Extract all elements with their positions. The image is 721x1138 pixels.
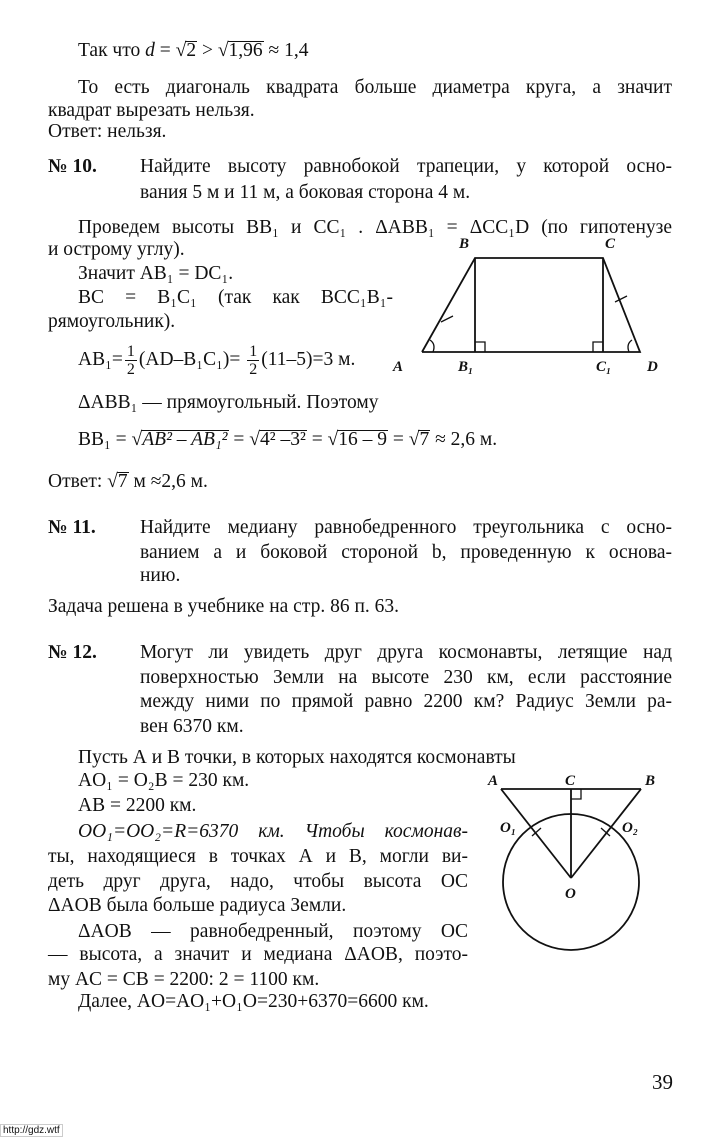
problem-text: ванием a и боковой стороной b, проведенную к основа-: [140, 542, 672, 563]
label-A2: A: [488, 773, 499, 789]
label-B: B: [459, 236, 470, 252]
solution-line: Проведем высоты BB₁ и CC₁ . ΔABB₁ = ΔCC₁D (по гипотенузе: [78, 217, 672, 238]
conclusion-line: Так что d = √2 > √1,96 ≈ 1,4: [78, 40, 309, 61]
problem-text: Найдите медиану равнобедренного треугольника с осно-: [140, 517, 672, 538]
label-A: A: [393, 359, 404, 375]
solution-line: AO₁ = O₂B = 230 км.: [78, 770, 250, 791]
problem-text: вания 5 м и 11 м, а боковая сторона 4 м.: [140, 182, 471, 203]
label-C: C: [605, 236, 616, 252]
solution-line: Далее, AO=AO₁+O₁O=230+6370=6600 км.: [78, 991, 429, 1012]
problem-text: поверхностью Земли на высоте 230 км, если расстояние: [140, 667, 672, 688]
solution-line: ΔAOB — равнобедренный, поэтому OC: [78, 921, 468, 942]
problem-text: нию.: [140, 565, 181, 586]
answer-line: Ответ: √7 м ≈2,6 м.: [48, 471, 208, 492]
label-O: O: [565, 886, 576, 902]
solution-line: рямоугольник).: [48, 311, 176, 332]
problem-number: № 12.: [48, 642, 97, 663]
solution-line: ΔAOB была больше радиуса Земли.: [48, 895, 347, 916]
problem-text: Могут ли увидеть друг друга космонавты, летящие над: [140, 642, 672, 663]
label-C2: C: [565, 773, 576, 789]
solution-line: Задача решена в учебнике на стр. 86 п. 63.: [48, 596, 400, 617]
text-line: То есть диагональ квадрата больше диаметра круга, а значит: [78, 77, 672, 98]
solution-line: OO₁=OO₂=R=6370 км. Чтобы космонав-: [78, 821, 468, 842]
label-B2: B: [645, 773, 656, 789]
problem-text: между ними по прямой равно 2200 км? Радиус Земли ра-: [140, 691, 672, 712]
text-line: квадрат вырезать нельзя.: [48, 100, 255, 121]
solution-line: Пусть А и В точки, в которых находятся космонавты: [78, 747, 516, 768]
label-O2: O₂: [622, 820, 639, 836]
page-number: 39: [652, 1070, 673, 1094]
label-O1: O₁: [500, 820, 517, 836]
earth-figure: [501, 789, 641, 950]
problem-text: Найдите высоту равнобокой трапеции, у которой осно-: [140, 156, 672, 177]
solution-line: — высота, а значит и медиана ΔAOB, поэто-: [48, 944, 468, 965]
label-B1: B₁: [458, 359, 474, 375]
formula-bb1: BB₁ = √AB² – AB₁² = √4² –3² = √16 – 9 = √7 ≈ 2,6 м.: [78, 429, 498, 450]
problem-number: № 10.: [48, 156, 97, 177]
solution-line: AB = 2200 км.: [78, 795, 197, 816]
watermark-link[interactable]: http://gdz.wtf: [0, 1124, 63, 1137]
solution-line: му AC = CB = 2200: 2 = 1100 км.: [48, 969, 320, 990]
trapezoid-figure: [422, 258, 640, 352]
problem-text: вен 6370 км.: [140, 716, 244, 737]
solution-line: BC = B₁C₁ (так как BCC₁B₁-: [78, 287, 393, 308]
solution-line: и острому углу).: [48, 239, 185, 260]
solution-line: деть друг друга, надо, чтобы высота OC: [48, 871, 468, 892]
solution-line: Значит AB₁ = DC₁.: [78, 263, 234, 284]
formula-ab1: AB₁= $\frac{1}{2}$ (AD–B₁C₁)= $\frac{1}{2}$ (11–5)=3 м.: [78, 343, 356, 379]
solution-line: ты, находящиеся в точках А и В, могли ви-: [48, 846, 468, 867]
label-D: D: [647, 359, 658, 375]
problem-number: № 11.: [48, 517, 96, 538]
label-C1: C₁: [596, 359, 612, 375]
solution-line: ΔABB₁ — прямоугольный. Поэтому: [78, 392, 379, 413]
answer-line: Ответ: нельзя.: [48, 121, 167, 142]
